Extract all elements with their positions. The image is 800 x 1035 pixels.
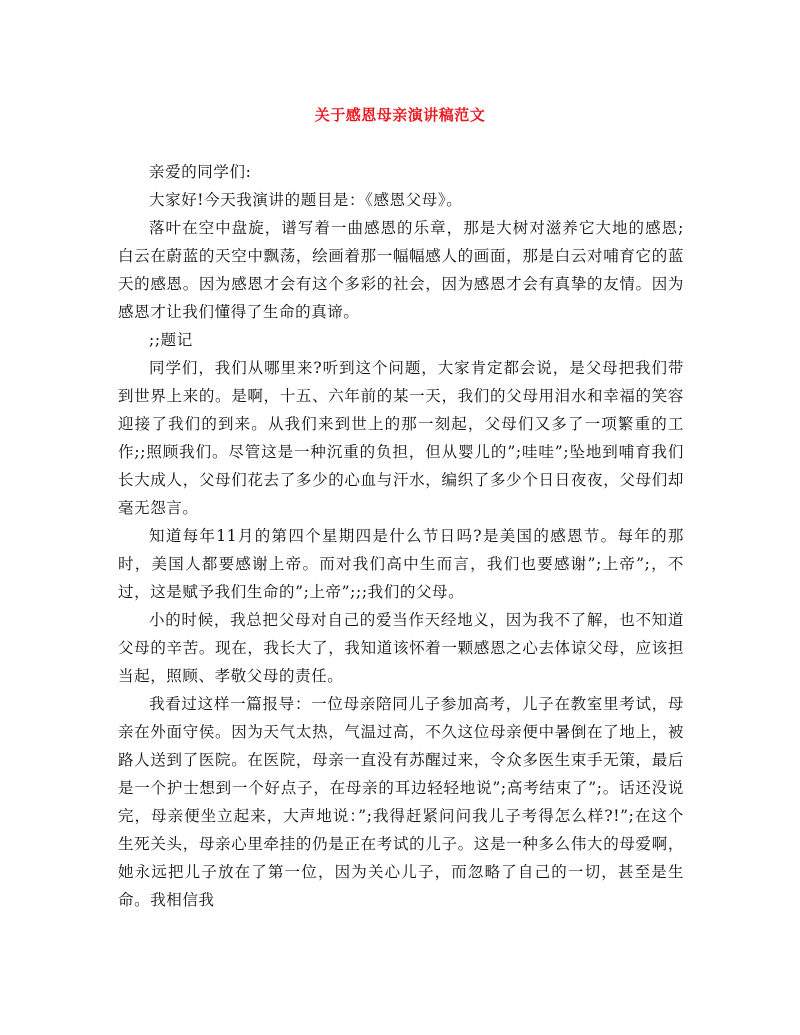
paragraph-leaves: 落叶在空中盘旋，谱写着一曲感恩的乐章，那是大树对滋养它大地的感恩;白云在蔚蓝的天空中飘荡，绘画着那一幅幅感人的画面，那是白云对哺育它的蓝天的感恩。因为感恩才会有这个多彩的社会，因为感恩才会有真挚的友情。因为感恩才让我们懂得了生命的真谛。 — [118, 219, 684, 321]
paragraph-where-from: 同学们，我们从哪里来?听到这个问题，大家肯定都会说，是父母把我们带到世界上来的。是啊，十五、六年前的某一天，我们的父母用泪水和幸福的笑容迎接了我们的到来。从我们来到世上的那一刻起，父母们又多了一项繁重的工作;;照顾我们。尽管这是一种沉重的负担，但从婴儿的”;哇哇”;坠地到哺育我们长大成人，父母们花去了多少的心血与汗水，编织了多少个日日夜夜，父母们却毫无怨言。 — [118, 359, 684, 517]
paragraph-salutation: 亲爱的同学们: — [149, 163, 252, 181]
document-body — [118, 158, 684, 914]
paragraph-thanksgiving: 知道每年11月的第四个星期四是什么节日吗?是美国的感恩节。每年的那时，美国人都要感谢上帝。而对我们高中生而言，我们也要感谢”;上帝”;，不过，这是赋予我们生命的”;上帝”;;;我们的父母。 — [118, 527, 684, 601]
document-title: 关于感恩母亲演讲稿范文 — [314, 106, 486, 124]
paragraph-inscription: ;;题记 — [149, 331, 193, 349]
paragraph-childhood: 小的时候，我总把父母对自己的爱当作天经地义，因为我不了解，也不知道父母的辛苦。现在，我长大了，我知道该怀着一颗感恩之心去体谅父母，应该担当起，照顾、孝敬父母的责任。 — [118, 611, 684, 685]
paragraph-report: 我看过这样一篇报导：一位母亲陪同儿子参加高考，儿子在教室里考试，母亲在外面守侯。因为天气太热，气温过高，不久这位母亲便中暑倒在了地上，被路人送到了医院。在医院，母亲一直没有苏醒过来，令众多医生束手无策，最后是一个护士想到一个好点子，在母亲的耳边轻轻地说”;高考结束了”;。话还没说完，母亲便坐立起来，大声地说：”;我得赶紧问问我儿子考得怎么样?!”;在这个生死关头，母亲心里牵挂的仍是正在考试的儿子。这是一种多么伟大的母爱啊，她永远把儿子放在了第一位，因为关心儿子，而忽略了自己的一切，甚至是生命。我相信我 — [118, 695, 684, 909]
paragraph-greeting: 大家好!今天我演讲的题目是：《感恩父母》。 — [149, 191, 463, 209]
